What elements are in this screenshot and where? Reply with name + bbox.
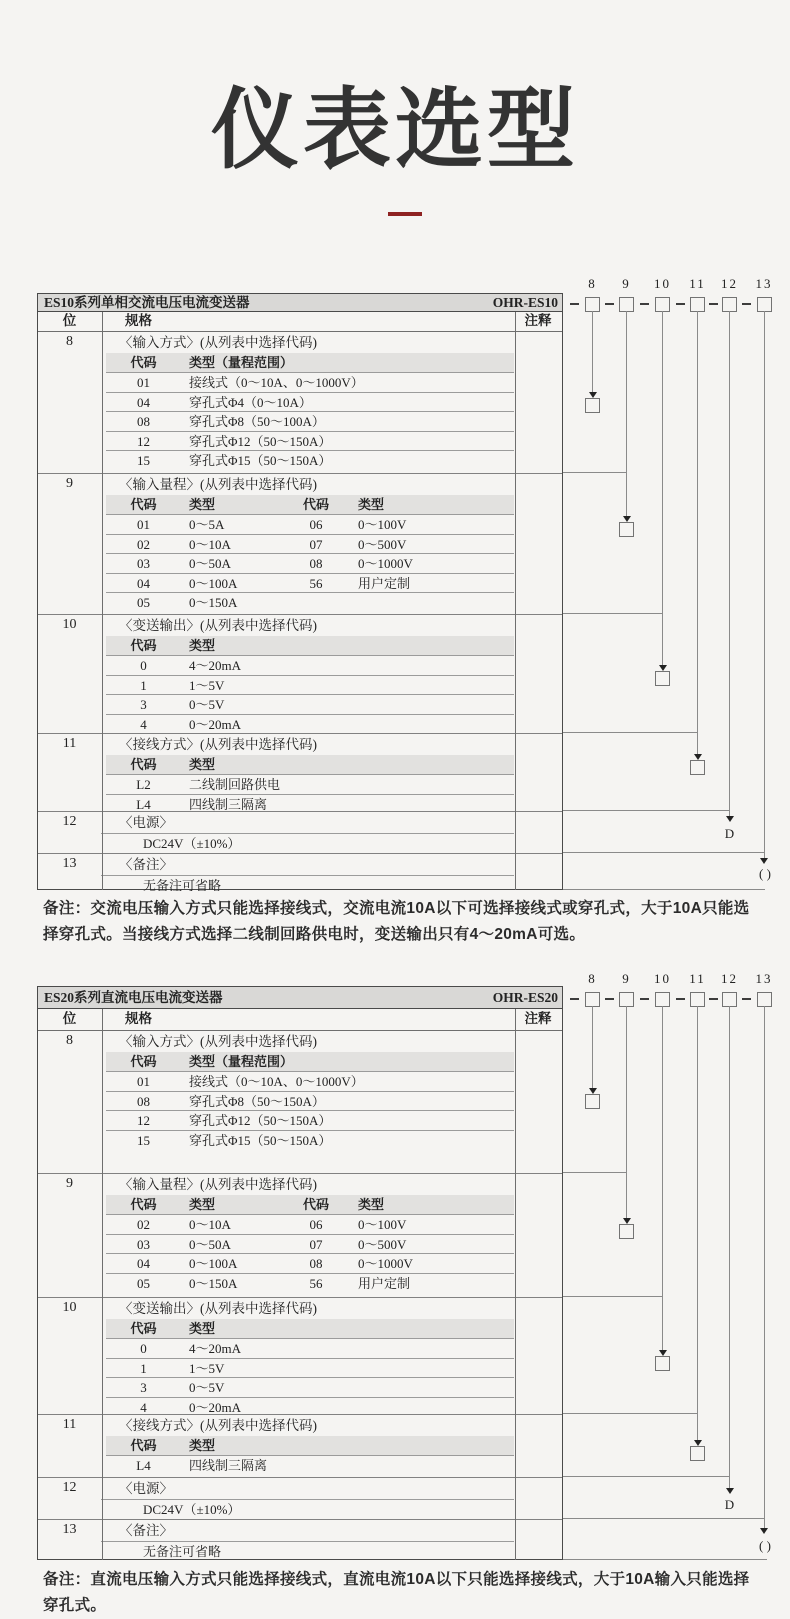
target-code-box [655, 1356, 670, 1371]
type-cell: 0～10A [189, 1217, 231, 1232]
col-header-note: 注释 [524, 313, 552, 328]
code-box [655, 297, 670, 312]
position-digit: 8 [588, 276, 597, 291]
code-cell: 3 [140, 697, 147, 712]
model-code: OHR-ES20 [492, 990, 558, 1005]
table-section [38, 811, 562, 853]
type-cell: 穿孔式Φ15（50～150A） [189, 453, 332, 468]
section-subheader [106, 353, 514, 372]
table-row [106, 1273, 514, 1293]
subheader-cell: 类型（量程范围） [189, 355, 294, 370]
section-subheader [106, 1436, 514, 1455]
section-title: 〈变送输出〉(从列表中选择代码) [119, 618, 317, 633]
drop-line [764, 1006, 765, 1528]
connector-line [563, 810, 730, 811]
connector-line [563, 1172, 627, 1173]
dash-separator [570, 303, 579, 305]
target-code-box [619, 1224, 634, 1239]
code-cell: 01 [137, 517, 150, 532]
es20-remark: 备注：直流电压输入方式只能选择接线式，直流电流10A以下只能选择接线式，大于10A输入只能选择穿孔式。 [43, 1571, 750, 1614]
section-body [101, 1478, 514, 1519]
section-body [101, 1031, 514, 1173]
position-number: 8 [66, 1033, 73, 1048]
section-value: 无备注可省略 [101, 875, 514, 891]
subheader-cell: 类型 [189, 1321, 216, 1336]
code-box [757, 992, 772, 1007]
position-digit: 10 [654, 971, 671, 986]
table-row [106, 514, 514, 534]
power-code-label: D [724, 1497, 735, 1512]
model-code: OHR-ES10 [492, 295, 558, 310]
code-cell: 01 [137, 375, 150, 390]
type-cell: 0～150A [189, 595, 238, 610]
table-section [38, 473, 562, 614]
table-section [38, 1414, 562, 1477]
type-cell [346, 593, 514, 612]
position-digit: 13 [755, 971, 773, 986]
page-title: 仪表选型 [210, 80, 579, 179]
table-row [106, 1091, 514, 1111]
section-subheader [106, 755, 514, 774]
type-cell: 接线式（0～10A、0～1000V） [189, 375, 364, 390]
section-title: 〈电源〉 [119, 1481, 173, 1496]
table-row [106, 1397, 514, 1415]
subheader-cell: 代码 [130, 638, 157, 653]
position-number: 12 [62, 1480, 77, 1495]
table-row [106, 431, 514, 451]
code-cell: 08 [137, 414, 150, 429]
section-subheader [106, 1052, 514, 1071]
power-code-label: D [724, 826, 735, 841]
table-row [106, 553, 514, 573]
position-number: 11 [62, 1417, 77, 1432]
drop-line [662, 311, 663, 665]
section-title: 〈电源〉 [119, 815, 173, 830]
code-cell: 08 [309, 556, 323, 571]
position-digit: 9 [622, 971, 631, 986]
code-cell: 01 [137, 1074, 150, 1089]
code-cell: 3 [140, 1380, 147, 1395]
table-row [106, 1377, 514, 1397]
code-cell: 02 [137, 1217, 150, 1232]
code-cell: 03 [137, 556, 150, 571]
type-cell: 0～150A [189, 1275, 238, 1291]
subheader-cell: 类型 [189, 757, 216, 772]
position-digit: 11 [689, 971, 706, 986]
subheader-cell: 类型 [189, 1197, 216, 1212]
section-body [101, 1415, 514, 1477]
dash-separator [640, 303, 649, 305]
type-cell: 0～5A [189, 517, 225, 532]
code-cell: 04 [137, 1256, 150, 1271]
table-title-bar [38, 294, 562, 312]
type-cell: 穿孔式Φ4（0～10A） [189, 394, 312, 410]
section-title: 〈备注〉 [119, 1523, 173, 1538]
dash-separator [709, 998, 718, 1000]
subheader-cell: 代码 [130, 1438, 157, 1453]
target-code-box [619, 522, 634, 537]
target-code-box [585, 1094, 600, 1109]
type-cell: 0～5V [189, 1380, 225, 1395]
arrow-down-icon [726, 816, 734, 822]
section-title: 〈输入量程〉(从列表中选择代码) [119, 1177, 317, 1192]
connector-line [563, 1518, 765, 1519]
type-cell: 0～1000V [358, 556, 413, 571]
position-digit: 11 [689, 276, 706, 291]
code-cell: 05 [137, 1275, 150, 1291]
code-box [690, 297, 705, 312]
position-number: 11 [62, 736, 77, 751]
code-cell: L4 [136, 1458, 151, 1473]
table-row [106, 372, 514, 392]
section-title: 〈输入方式〉(从列表中选择代码) [119, 335, 317, 350]
connector-line [563, 1413, 698, 1414]
type-cell: 用户定制 [358, 1275, 411, 1291]
drop-line [729, 1006, 730, 1488]
section-body [101, 1174, 514, 1297]
es20-selection-table [37, 986, 563, 1560]
table-row [106, 1455, 514, 1475]
table-row [106, 794, 514, 812]
type-cell: 0～10A [189, 536, 231, 552]
section-value: DC24V（±10%） [101, 833, 514, 853]
dash-separator [640, 998, 649, 1000]
type-cell: 1～5V [189, 677, 225, 693]
type-cell: 0～5V [189, 697, 225, 712]
remark-code-label: ( ) [759, 866, 771, 881]
table-row [106, 774, 514, 794]
subheader-cell: 代码 [130, 1054, 157, 1069]
type-cell: 穿孔式Φ15（50～150A） [189, 1132, 332, 1148]
table-row [106, 1234, 514, 1254]
code-cell [286, 593, 346, 612]
code-cell: 07 [309, 536, 323, 552]
code-cell: 4 [140, 716, 147, 732]
note-column-divider [515, 1009, 516, 1560]
connector-line [563, 1296, 663, 1297]
target-code-box [585, 398, 600, 413]
table-section [38, 853, 562, 891]
connector-line [563, 852, 765, 853]
code-cell: 04 [137, 575, 150, 591]
table-row [106, 592, 514, 612]
subheader-cell: 代码 [130, 757, 157, 772]
position-digit: 12 [721, 276, 738, 291]
subheader-cell: 代码 [130, 1197, 157, 1212]
section-subheader [106, 1195, 514, 1214]
subheader-cell: 类型（量程范围） [189, 1054, 294, 1069]
section-body [101, 854, 514, 891]
type-cell: 0～100A [189, 1256, 238, 1271]
section-title: 〈接线方式〉(从列表中选择代码) [119, 737, 317, 752]
code-cell: 0 [140, 1341, 147, 1356]
section-value: 无备注可省略 [101, 1541, 514, 1561]
type-cell: 0～50A [189, 1236, 231, 1252]
table-row [106, 694, 514, 714]
code-cell: 56 [309, 575, 323, 591]
code-cell: 05 [137, 595, 150, 610]
code-cell: 06 [309, 1217, 323, 1232]
dash-separator [676, 303, 685, 305]
subheader-cell: 类型 [189, 1438, 216, 1453]
code-cell: 1 [140, 1360, 147, 1376]
table-section [38, 332, 562, 473]
code-cell: L4 [136, 796, 151, 811]
col-header-position: 位 [62, 1011, 77, 1026]
table-row [106, 1130, 514, 1150]
section-body [101, 734, 514, 811]
target-code-box [690, 760, 705, 775]
table-row [106, 1110, 514, 1130]
type-cell: 用户定制 [358, 575, 411, 591]
bottom-extension-line [563, 889, 765, 890]
dash-separator [605, 303, 614, 305]
table-row [106, 573, 514, 593]
table-row [106, 411, 514, 431]
code-cell: 08 [137, 1093, 150, 1109]
type-cell: 0～100V [358, 517, 407, 532]
dash-separator [742, 303, 751, 305]
position-number: 9 [66, 476, 73, 491]
target-code-box [690, 1446, 705, 1461]
table-section [38, 733, 562, 811]
es10-remark: 备注：交流电压输入方式只能选择接线式，交流电流10A以下可选择接线式或穿孔式，大于10A只能选择穿孔式。当接线方式选择二线制回路供电时，变送输出只有4～20mA可选。 [43, 900, 750, 943]
type-cell: 穿孔式Φ8（50～100A） [189, 414, 325, 429]
subheader-cell: 代码 [130, 1321, 157, 1336]
section-body [101, 812, 514, 853]
type-cell: 1～5V [189, 1360, 225, 1376]
table-row [106, 1358, 514, 1378]
type-cell: 0～500V [358, 1236, 407, 1252]
position-digit: 12 [721, 971, 738, 986]
code-cell: L2 [136, 777, 151, 792]
drop-line [662, 1006, 663, 1350]
drop-line [592, 1006, 593, 1088]
type-cell: 0～500V [358, 536, 407, 552]
section-title: 〈变送输出〉(从列表中选择代码) [119, 1301, 317, 1316]
section-body [101, 1520, 514, 1561]
subheader-cell: 代码 [130, 497, 157, 512]
table-column-header [38, 1009, 562, 1031]
section-title: 〈备注〉 [119, 857, 173, 872]
drop-line [592, 311, 593, 392]
col-header-spec: 规格 [125, 1011, 152, 1026]
connector-line [563, 613, 663, 614]
code-cell: 4 [140, 1399, 147, 1414]
code-cell: 0 [140, 658, 147, 673]
section-title: 〈输入量程〉(从列表中选择代码) [119, 477, 317, 492]
table-row [106, 1338, 514, 1358]
arrow-down-icon [760, 1528, 768, 1534]
subheader-cell: 代码 [302, 497, 329, 512]
section-body [101, 1298, 514, 1414]
section-subheader [106, 1319, 514, 1338]
code-box [585, 297, 600, 312]
subheader-cell: 代码 [302, 1197, 329, 1212]
code-cell: 15 [137, 1132, 150, 1148]
code-cell: 07 [309, 1236, 323, 1252]
subheader-cell: 类型 [358, 1197, 385, 1212]
code-cell: 03 [137, 1236, 150, 1252]
table-section [38, 614, 562, 733]
table-row [106, 1253, 514, 1273]
position-number: 10 [62, 1300, 77, 1315]
section-title: 〈接线方式〉(从列表中选择代码) [119, 1418, 317, 1433]
subheader-cell: 类型 [189, 638, 216, 653]
table-section [38, 1173, 562, 1297]
table-row [106, 714, 514, 734]
section-title: 〈输入方式〉(从列表中选择代码) [119, 1034, 317, 1049]
code-cell: 56 [309, 1275, 323, 1291]
code-cell: 06 [309, 517, 323, 532]
title-underline [388, 212, 422, 216]
type-cell: 0～20mA [189, 716, 242, 732]
subheader-cell: 类型 [189, 497, 216, 512]
type-cell: 二线制回路供电 [189, 777, 281, 792]
drop-line [697, 311, 698, 754]
code-cell: 02 [137, 536, 150, 552]
position-number: 13 [62, 1522, 77, 1537]
code-box [619, 297, 634, 312]
target-code-box [655, 671, 670, 686]
drop-line [626, 1006, 627, 1218]
code-box [655, 992, 670, 1007]
code-cell: 12 [137, 433, 150, 449]
subheader-cell: 代码 [130, 355, 157, 370]
type-cell: 穿孔式Φ12（50～150A） [189, 433, 332, 449]
code-cell: 12 [137, 1113, 150, 1128]
table-section [38, 1297, 562, 1414]
table-section [38, 1031, 562, 1173]
table-row [106, 450, 514, 470]
code-cell: 04 [137, 394, 150, 410]
dash-separator [605, 998, 614, 1000]
position-number: 8 [66, 334, 73, 349]
code-box [722, 992, 737, 1007]
series-title: ES20系列直流电压电流变送器 [44, 990, 223, 1005]
type-cell: 0～100A [189, 575, 238, 591]
position-number: 12 [62, 814, 77, 829]
col-header-spec: 规格 [125, 313, 152, 328]
section-subheader [106, 636, 514, 655]
table-row [106, 392, 514, 412]
code-box [619, 992, 634, 1007]
type-cell: 4～20mA [189, 1341, 242, 1356]
position-number: 10 [62, 617, 77, 632]
type-cell: 0～20mA [189, 1399, 242, 1414]
type-cell: 0～100V [358, 1217, 407, 1232]
bottom-extension-line [563, 1559, 767, 1560]
type-cell: 四线制三隔离 [189, 1458, 268, 1473]
table-row [106, 1214, 514, 1234]
section-body [101, 615, 514, 733]
code-cell: 15 [137, 453, 150, 468]
drop-line [729, 311, 730, 816]
table-row [106, 1071, 514, 1091]
code-box [722, 297, 737, 312]
dash-separator [570, 998, 579, 1000]
connector-line [563, 732, 698, 733]
table-row [106, 675, 514, 695]
type-cell: 0～1000V [358, 1256, 413, 1271]
type-cell: 接线式（0～10A、0～1000V） [189, 1074, 364, 1089]
arrow-down-icon [760, 858, 768, 864]
dash-separator [709, 303, 718, 305]
type-cell: 4～20mA [189, 658, 242, 673]
code-cell: 1 [140, 677, 147, 693]
position-number: 13 [62, 856, 77, 871]
drop-line [626, 311, 627, 516]
code-cell: 08 [309, 1256, 323, 1271]
code-box [690, 992, 705, 1007]
subheader-cell: 类型 [358, 497, 385, 512]
section-value: DC24V（±10%） [101, 1499, 514, 1519]
type-cell: 四线制三隔离 [189, 796, 268, 811]
series-title: ES10系列单相交流电压电流变送器 [44, 295, 250, 310]
table-row [106, 534, 514, 554]
note-column-divider [515, 312, 516, 890]
remark-code-label: ( ) [759, 1538, 771, 1553]
position-digit: 8 [588, 971, 597, 986]
table-row [106, 655, 514, 675]
section-subheader [106, 495, 514, 514]
col-header-note: 注释 [524, 1011, 552, 1026]
code-box [585, 992, 600, 1007]
drop-line [764, 311, 765, 858]
position-digit: 13 [755, 276, 773, 291]
section-body [101, 332, 514, 473]
type-cell: 穿孔式Φ8（50～150A） [189, 1093, 325, 1109]
connector-line [563, 472, 627, 473]
pos-column-divider [102, 312, 103, 890]
position-number: 9 [66, 1176, 73, 1191]
connector-line [563, 1476, 730, 1477]
dash-separator [742, 998, 751, 1000]
table-section [38, 1519, 562, 1561]
dash-separator [676, 998, 685, 1000]
table-column-header [38, 312, 562, 332]
table-title-bar [38, 987, 562, 1009]
position-digit: 10 [654, 276, 671, 291]
position-digit: 9 [622, 276, 631, 291]
pos-column-divider [102, 1009, 103, 1560]
es10-selection-table [37, 293, 563, 890]
section-body [101, 474, 514, 614]
type-cell: 0～50A [189, 556, 231, 571]
arrow-down-icon [726, 1488, 734, 1494]
drop-line [697, 1006, 698, 1440]
type-cell: 穿孔式Φ12（50～150A） [189, 1113, 332, 1128]
col-header-position: 位 [62, 313, 77, 328]
table-section [38, 1477, 562, 1519]
code-box [757, 297, 772, 312]
